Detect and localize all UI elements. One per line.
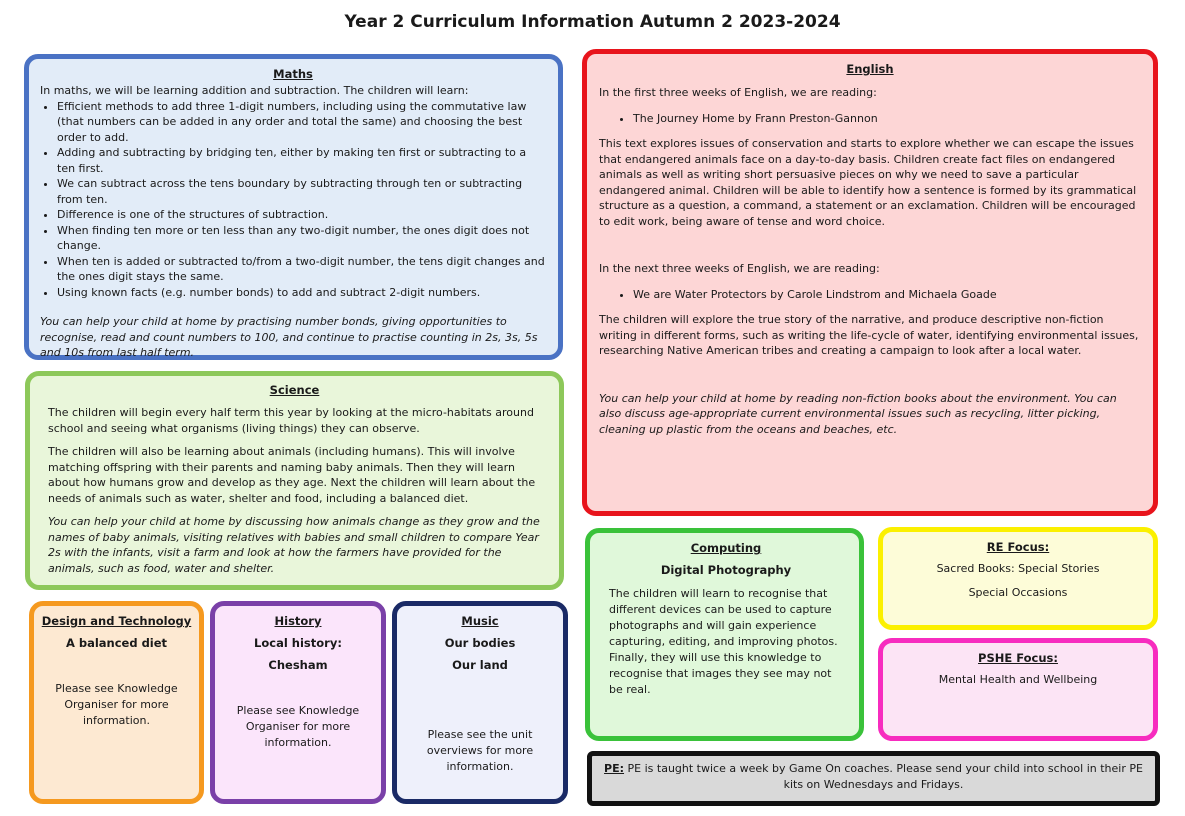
- science-panel: [25, 371, 564, 590]
- english-panel: [582, 49, 1158, 516]
- list-item: • Using known facts (e.g. number bonds) to add and subtract 2-digit numbers.: [57, 285, 546, 301]
- science-paragraph-2: The children will also be learning about animals (including humans). This will involve matching offspring with their parents and naming baby animals. Then they will learn about how humans grow and develop as they age. Next the children will learn about the needs of animals such as water, shelter and food, including a balanced diet.: [48, 445, 536, 505]
- design-technology-panel: [29, 601, 204, 804]
- maths-list: [40, 99, 546, 301]
- pe-panel: [587, 751, 1160, 806]
- history-note: Please see Knowledge Organiser for more information.: [236, 704, 360, 749]
- list-item: • When finding ten more or ten less than any two-digit number, the ones digit does not change.: [57, 223, 546, 254]
- english-paragraph-2: The children will explore the true story of the narrative, and produce descriptive non-fiction writing in different forms, such as writing the life-cycle of water, identifying environmental issues, researching Native American tribes and creating a campaign to look after a local water.: [599, 313, 1139, 357]
- maths-home-help: You can help your child at home by practising number bonds, giving opportunities to recognise, read and count numbers to 100, and continue to practise counting in 2s, 3s, 5s and 10s from last half term.: [40, 315, 538, 359]
- dt-note: Please see Knowledge Organiser for more information.: [55, 682, 178, 727]
- computing-text: The children will learn to recognise that different devices can be used to capture photographs and will gain experience capturing, editing, and improving photos. Finally, they will use this knowledge to recognise that images they see may not be real.: [609, 587, 838, 696]
- re-line-2: Special Occasions: [968, 586, 1068, 599]
- music-topic-2: Our land: [452, 658, 508, 672]
- maths-panel: [24, 54, 563, 360]
- pshe-line-1: Mental Health and Wellbeing: [938, 673, 1098, 686]
- list-item: • Difference is one of the structures of subtraction.: [57, 207, 546, 223]
- list-item: • When ten is added or subtracted to/from a two-digit number, the tens digit changes and the ones digit stays the same.: [57, 254, 546, 285]
- music-heading: Music: [461, 614, 499, 628]
- dt-topic: A balanced diet: [65, 636, 168, 650]
- maths-intro: In maths, we will be learning addition and subtraction. The children will learn:: [40, 84, 469, 97]
- music-panel: [392, 601, 568, 804]
- dt-heading: Design and Technology: [41, 614, 192, 628]
- english-book-list-1: [599, 111, 1141, 127]
- list-item: • We are Water Protectors by Carole Lindstrom and Michaela Goade: [633, 287, 1141, 303]
- list-item: • Adding and subtracting by bridging ten, either by making ten first or subtracting to a ten first.: [57, 145, 546, 176]
- computing-panel: [585, 528, 864, 741]
- pshe-focus-panel: [878, 638, 1158, 741]
- computing-heading: Computing: [690, 541, 762, 555]
- re-heading: RE Focus:: [986, 540, 1050, 554]
- english-intro-2: In the next three weeks of English, we are reading:: [599, 262, 880, 275]
- science-home-help: You can help your child at home by discussing how animals change as they grow and the names of baby animals, visiting relatives with babies and small children to compare Year 2s with the infants, visit a farm and look at how the farmers have provided for the animals, such as food, water and shelter.: [48, 515, 540, 575]
- list-item: • The Journey Home by Frann Preston-Gannon: [633, 111, 1141, 127]
- maths-heading: Maths: [273, 67, 313, 81]
- music-topic-1: Our bodies: [444, 636, 516, 650]
- re-focus-panel: [878, 527, 1158, 630]
- science-paragraph-1: The children will begin every half term this year by looking at the micro-habitats around school and seeing what organisms (living things) they can observe.: [48, 406, 534, 435]
- page-title: Year 2 Curriculum Information Autumn 2 2023-2024: [344, 12, 841, 32]
- science-heading: Science: [269, 383, 320, 397]
- english-book-list-2: [599, 287, 1141, 303]
- history-topic-1: Local history:: [254, 636, 342, 650]
- pe-label: PE:: [604, 762, 625, 775]
- english-heading: English: [846, 62, 894, 76]
- pshe-heading: PSHE Focus:: [978, 651, 1058, 665]
- history-heading: History: [274, 614, 322, 628]
- computing-topic: Digital Photography: [660, 563, 792, 577]
- re-line-1: Sacred Books: Special Stories: [936, 562, 1100, 575]
- history-topic-2: Chesham: [268, 658, 328, 672]
- english-home-help: You can help your child at home by reading non-fiction books about the environment. You can also discuss age-appropriate current environmental issues such as recycling, litter picking, cleaning up plastic from the oceans and beaches, etc.: [599, 391, 1117, 436]
- pe-text: PE is taught twice a week by Game On coaches. Please send your child into school in their PE kits on Wednesdays and Fridays.: [624, 762, 1143, 791]
- history-panel: [210, 601, 386, 804]
- music-note: Please see the unit overviews for more information.: [426, 728, 534, 773]
- english-intro-1: In the first three weeks of English, we are reading:: [599, 86, 877, 99]
- list-item: • Efficient methods to add three 1-digit numbers, including using the commutative law (that numbers can be added in any order and total the same) and choosing the best order to add.: [57, 99, 546, 146]
- pe-text-line: [602, 761, 1145, 793]
- english-paragraph-1: This text explores issues of conservation and starts to explore whether we can escape the issues that endangered animals face on a day-to-day basis. Children create fact files on endangered animals as well as writing short persuasive pieces on why we need to save a particular endangered animal. Children will be able to identify how a sentence is formed by its grammatical structure as a question, a command, a statement or an exclamation. Children will be encouraged to edit work, being aware of tense and word choice.: [599, 137, 1137, 228]
- list-item: • We can subtract across the tens boundary by subtracting through ten or subtracting from ten.: [57, 176, 546, 207]
